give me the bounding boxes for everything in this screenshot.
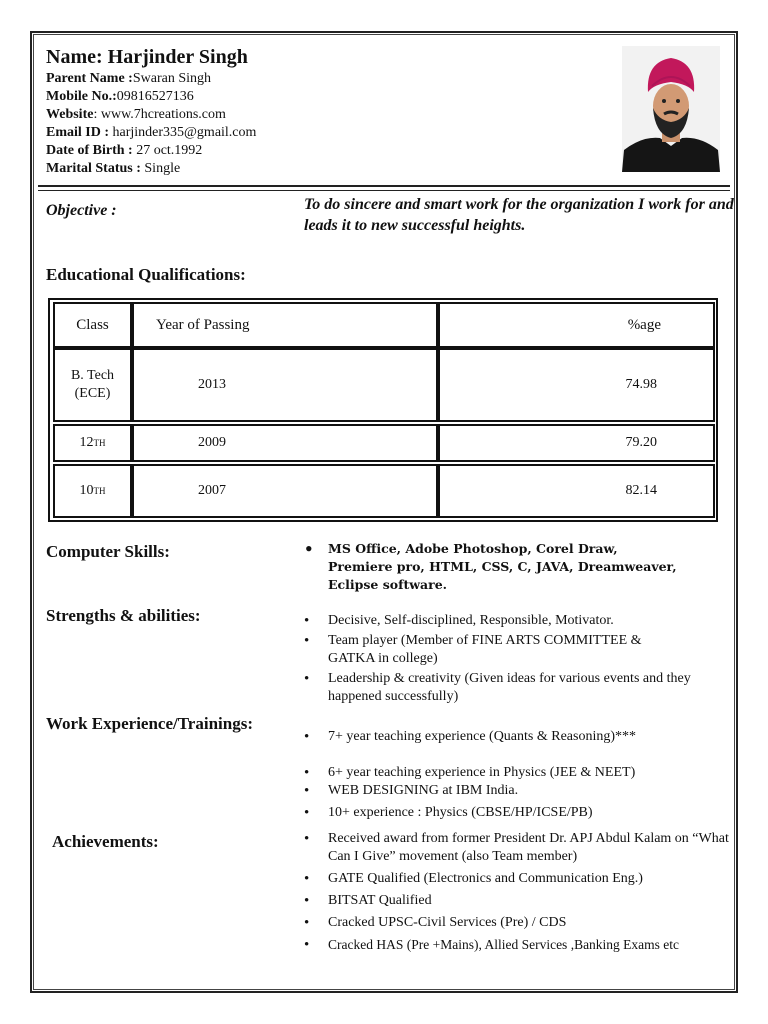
work-list [304,728,728,746]
objective-text: To do sincere and smart work for the organization I work for and leads it to new successful heights. [304,196,734,234]
row-btech-percent: 74.98 [438,348,715,422]
computer-skills-list [304,540,684,594]
header-class: Class [53,302,132,348]
achievement-item: • BITSAT Qualified [304,892,732,910]
profile-photo [622,46,720,172]
personal-info [46,70,256,178]
computer-skills-item: • MS Office, Adobe Photoshop, Corel Draw, Premiere pro, HTML, CSS, C, JAVA, Dreamweaver, Eclipse software. [304,540,684,594]
marital-status-row: Marital Status : Single [46,161,181,176]
achievements-list [304,830,732,954]
email-row: Email ID : harjinder335@gmail.com [46,125,257,140]
achievement-item: • Received award from former President Dr. APJ Abdul Kalam on “What Can I Give” movement (also Team member) [304,830,732,866]
work-list-2 [304,764,728,822]
candidate-name: Name: Harjinder Singh [46,46,248,68]
row-btech-class: B. Tech (ECE) [53,348,132,422]
row-12th-percent: 79.20 [438,424,715,462]
website-row: Website: www.7hcreations.com [46,107,226,122]
header-percent: %age [438,302,715,348]
dob-row: Date of Birth : 27 oct.1992 [46,143,203,158]
row-12th-year: 2009 [132,424,438,462]
parent-name-row: Parent Name :Swaran Singh [46,71,211,86]
work-item: • WEB DESIGNING at IBM India. [304,782,728,800]
work-item: • 7+ year teaching experience (Quants & Reasoning)*** [304,728,728,746]
achievement-item: • GATE Qualified (Electronics and Communication Eng.) [304,870,732,888]
header-divider-thin [38,190,730,191]
strength-item: • Leadership & creativity (Given ideas for various events and they happened successfully) [304,670,728,706]
work-title: Work Experience/Trainings: [46,714,253,733]
row-btech-year: 2013 [132,348,438,422]
objective-label: Objective : [46,202,117,219]
work-item: • 10+ experience : Physics (CBSE/HP/ICSE/PB) [304,804,728,822]
strengths-title: Strengths & abilities: [46,606,201,625]
strength-item: • Team player (Member of FINE ARTS COMMITTEE & GATKA in college) [304,632,668,668]
strength-item: • Decisive, Self-disciplined, Responsible, Motivator. [304,612,728,630]
education-title: Educational Qualifications: [46,265,246,284]
row-10th-class: 10 TH [53,464,132,518]
mobile-row: Mobile No.:09816527136 [46,89,194,104]
row-10th-year: 2007 [132,464,438,518]
strengths-list [304,612,728,706]
achievements-title: Achievements: [52,832,159,851]
header-year: Year of Passing [132,302,438,348]
computer-skills-title: Computer Skills: [46,542,170,561]
row-12th-class: 12 TH [53,424,132,462]
achievement-item: • Cracked HAS (Pre +Mains), Allied Services ,Banking Exams etc [304,936,732,954]
row-10th-percent: 82.14 [438,464,715,518]
achievement-item: • Cracked UPSC-Civil Services (Pre) / CDS [304,914,732,932]
profile-photo-image [622,46,720,172]
work-item: • 6+ year teaching experience in Physics (JEE & NEET) [304,764,728,782]
header-divider [38,185,730,187]
